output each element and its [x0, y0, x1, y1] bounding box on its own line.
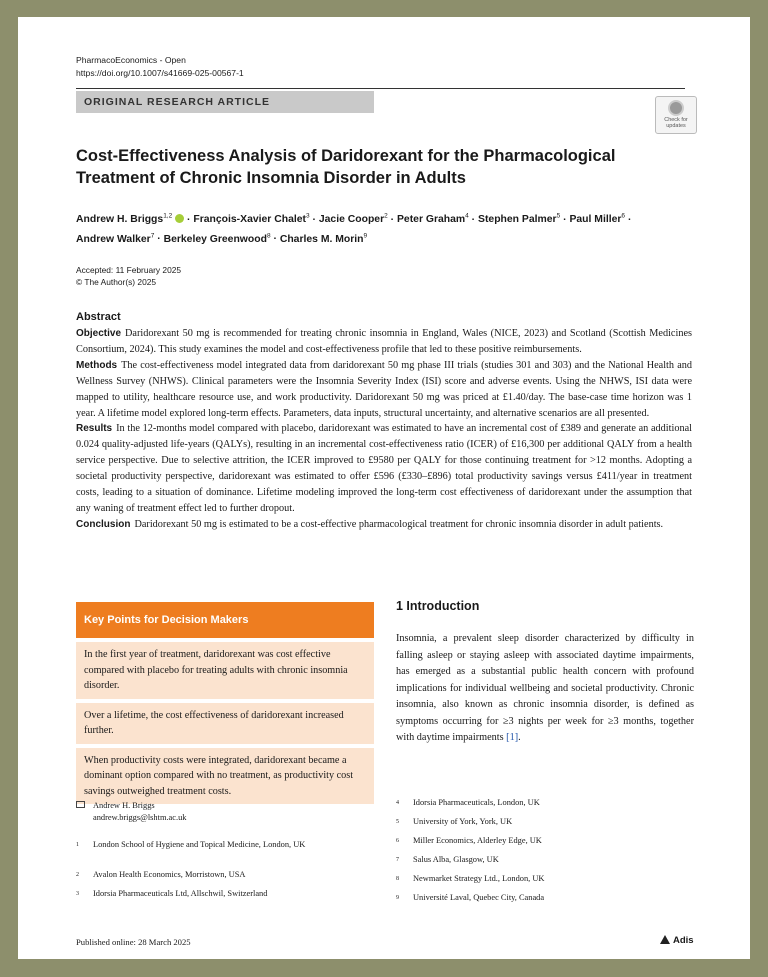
abstract-methods: Methods The cost-effectiveness model integrated data from daridorexant 50 mg phase III trials (studies 301 and 303) and the National Health and Wellness Survey (NHWS). Clinical parameters were the Insomnia Severity Index (ISI) score and adverse events. Using the NHWS, ISI data were mapped to utility, healthcare resource use, and work productivity. Daridorexant 50 mg was priced at £1.40/day. The base-case time horizon was 1 year. A lifetime model explored long-term effects. Parameters, data inputs, structural uncertainty, and alternative scenarios are all presented. — [76, 359, 692, 419]
check-updates-line1: Check for — [664, 117, 688, 123]
author[interactable]: Berkeley Greenwood$^8$ — [163, 232, 271, 245]
publication-dates — [76, 264, 181, 288]
key-point-item: Over a lifetime, the cost effectiveness of daridorexant increased further. — [76, 699, 374, 744]
affiliation: 8 Newmarket Strategy Ltd., London, UK — [396, 874, 545, 883]
header-rule — [76, 88, 685, 89]
adis-logo-icon — [660, 935, 670, 944]
key-points-box — [76, 602, 374, 804]
introduction-heading: 1 Introduction — [396, 599, 480, 613]
author[interactable]: Andrew Walker$^7$ — [76, 232, 155, 245]
key-point-item: When productivity costs were integrated, daridorexant became a dominant option compared with no treatment, as productivity cost savings outweighed treatment costs. — [76, 744, 374, 805]
title-line-1: Cost-Effectiveness Analysis of Daridorexant for the Pharmacological — [76, 147, 616, 165]
doi-link[interactable]: https://doi.org/10.1007/s41669-025-00567-1 — [76, 68, 244, 78]
copyright: © The Author(s) 2025 — [76, 277, 157, 287]
article-title — [76, 145, 676, 189]
author[interactable]: Paul Miller$^6$ — [569, 213, 626, 226]
author[interactable]: Stephen Palmer$^5$ — [478, 213, 561, 226]
article-type-label: ORIGINAL RESEARCH ARTICLE — [76, 91, 374, 113]
abstract-heading: Abstract — [76, 311, 121, 323]
affiliation: 9 Université Laval, Quebec City, Canada — [396, 893, 545, 902]
author-list: Andrew H. Briggs$^{1,2}$ · François-Xavier Chalet$^3$ · Jacie Cooper$^2$ · Peter Graham$^4$ · Stephen Palmer$^5$ · Paul Miller$^6$ · Andrew Walker$^7$ · Berkeley Greenwood$^8$ · Charles M. Morin$^9$ — [76, 213, 632, 245]
journal-info — [76, 54, 244, 80]
affiliation: 3 Idorsia Pharmaceuticals Ltd, Allschwil, Switzerland — [76, 889, 268, 898]
author[interactable]: Jacie Cooper$^2$ — [318, 213, 388, 226]
affiliation: 2 Avalon Health Economics, Morristown, USA — [76, 870, 246, 879]
affiliation: 6 Miller Economics, Alderley Edge, UK — [396, 836, 542, 845]
abstract-objective: Objective Daridorexant 50 mg is recommended for treating chronic insomnia in England, Wales (NICE, 2023) and Scotland (Scottish Medicines Consortium, 2024). This study examines the model and cost-effectiveness profile that led to these positive reimbursements. — [76, 328, 692, 355]
affiliation: 5 University of York, York, UK — [396, 817, 513, 826]
introduction-text: Insomnia, a prevalent sleep disorder characterized by difficulty in falling asleep or staying asleep with associated daytime impairments, has emerged as a substantial public health concern with profound implications for individual wellbeing and societal productivity. Chronic insomnia, also known as chronic insomnia disorder, is defined as symptoms occurring for ≥3 nights per week for ≥3 months, together with daytime impairments [1]. — [396, 633, 694, 743]
affiliation: 7 Salus Alba, Glasgow, UK — [396, 855, 499, 864]
orcid-icon[interactable] — [175, 214, 184, 223]
check-for-updates-badge[interactable] — [655, 96, 697, 134]
corresponding-email[interactable]: andrew.briggs@lshtm.ac.uk — [93, 813, 187, 822]
envelope-icon — [76, 801, 85, 808]
author[interactable]: François-Xavier Chalet$^3$ — [193, 213, 310, 226]
corresponding-author: Andrew H. Briggs — [93, 801, 155, 810]
author[interactable]: Andrew H. Briggs$^{1,2}$ — [76, 213, 173, 226]
accepted-date: Accepted: 11 February 2025 — [76, 265, 182, 275]
title-line-2: Treatment of Chronic Insomnia Disorder in Adults — [76, 169, 466, 187]
journal-name: PharmacoEconomics - Open — [76, 55, 186, 65]
abstract-conclusion: Conclusion Daridorexant 50 mg is estimated to be a cost-effective pharmacological treatment for chronic insomnia disorder in adult patients. — [76, 518, 664, 530]
update-icon — [668, 100, 684, 116]
key-point-item: In the first year of treatment, daridorexant was cost effective compared with placebo for treating adults with chronic insomnia disorder. — [76, 638, 374, 699]
author[interactable]: Peter Graham$^4$ — [397, 213, 469, 226]
published-date: Published online: 28 March 2025 — [76, 937, 191, 947]
affiliation: 4 Idorsia Pharmaceuticals, London, UK — [396, 798, 540, 807]
author[interactable]: Charles M. Morin$^9$ — [279, 232, 368, 245]
correspondence — [76, 800, 186, 824]
check-updates-line2: updates — [666, 123, 686, 129]
citation-link[interactable]: [1] — [506, 732, 519, 743]
article-page — [18, 17, 750, 959]
affiliation: 1 London School of Hygiene and Topical Medicine, London, UK — [76, 840, 306, 849]
key-points-heading: Key Points for Decision Makers — [76, 602, 374, 638]
abstract-results: Results In the 12-months model compared with placebo, daridorexant was estimated to have an incremental cost of £389 and generate an additional 0.024 quality-adjusted life-years (QALYs), resulting in an incremental cost-effectiveness ratio (ICER) of £16,300 per additional QALY from a health service perspective. Due to selective attrition, the ICER improved to £9580 per QALY for those continuing treatment for >12 months. Adopting a societal productivity perspective, daridorexant was estimated to offer £596 (£330–£896) total productivity savings versus £411/year in treatment costs, leading to a situation of dominance. Lifetime modeling improved the long-term cost effectiveness of daridorexant under the assumption that any waning of treatment effect led to further dropout. — [76, 423, 692, 514]
publisher-logo: Adis — [660, 935, 694, 946]
abstract-body — [76, 326, 692, 533]
